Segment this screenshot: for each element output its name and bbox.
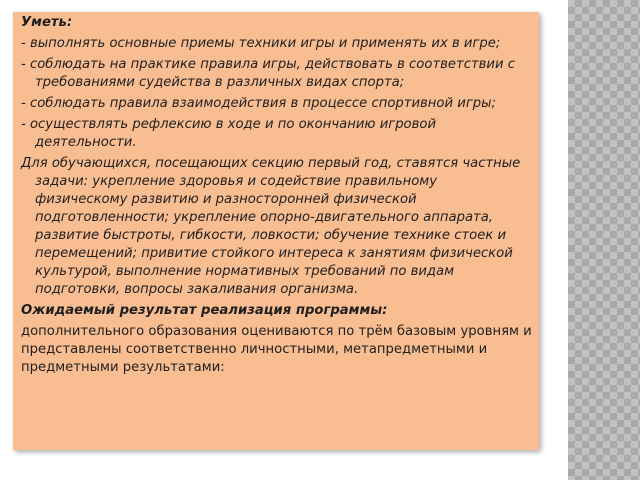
skill-item-3: - соблюдать правила взаимодействия в процессе спортивной игры; [21,96,496,111]
skill-item-2: - соблюдать на практике правила игры, действовать в соответствии с требованиями судейства в различных видах спорта; [21,57,515,90]
skill-item-4: - осуществлять рефлексию в ходе и по окончанию игровой деятельности. [21,117,437,150]
expected-result-text: дополнительного образования оцениваются по трём базовым уровням и представлены соответственно личностными, метапредметными и предметными результатами: [21,324,532,375]
skill-item-1: - выполнять основные приемы техники игры и применять их в игре; [21,36,501,51]
content-panel [13,12,539,450]
skills-heading: Уметь: [21,15,73,30]
first-year-tasks-paragraph: Для обучающихся, посещающих секцию первый год, ставятся частные задачи: укрепление здоровья и содействие правильному физическому развитию и разносторонней физической подготовленности; укрепление опорно-двигательного аппарата, развитие быстроты, гибкости, ловкости; обучение технике стоек и перемещений; привитие стойкого интереса к занятиям физической культурой, выполнение нормативных требований по видам подготовки, вопросы закаливания организма. [21,156,521,297]
decorative-side-pattern [568,0,640,480]
expected-result-heading: Ожидаемый результат реализация программы: [21,303,388,318]
